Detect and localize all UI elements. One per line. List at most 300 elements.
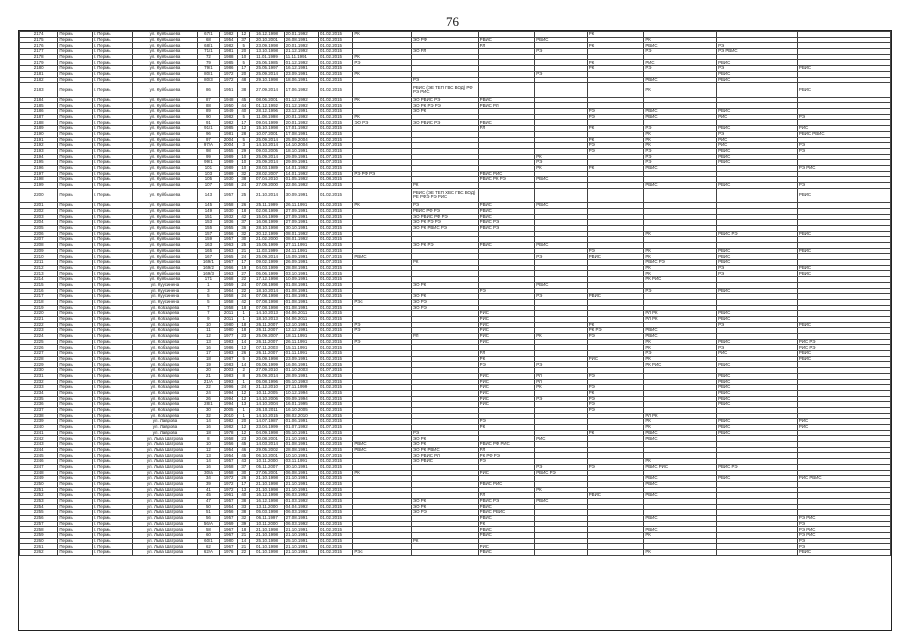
table-cell: РВИС bbox=[717, 183, 798, 189]
table-cell: 2011 bbox=[220, 311, 238, 317]
table-cell: г. Пермь bbox=[92, 299, 132, 305]
table-cell: РВИС bbox=[717, 60, 798, 66]
table-cell: 05.10.1991 bbox=[284, 430, 318, 436]
table-cell: 01.02.2015 bbox=[319, 498, 353, 504]
table-cell: РВИС bbox=[644, 334, 717, 340]
table-cell: Пермь bbox=[58, 277, 92, 283]
table-cell: 07.08.1998 bbox=[250, 294, 284, 300]
table-cell: 1959 bbox=[220, 282, 238, 288]
table-cell: г. Пермь bbox=[92, 32, 132, 38]
table-cell: 01.07.2015 bbox=[319, 453, 353, 459]
table-cell: РВИС РИС bbox=[478, 481, 535, 487]
table-cell: 1982 bbox=[220, 120, 238, 126]
table-cell: 23.12.1991 bbox=[284, 109, 318, 115]
table-cell: 1964 bbox=[220, 288, 238, 294]
table-cell: Пермь bbox=[58, 66, 92, 72]
table-cell: ул. Куйбышева bbox=[133, 109, 198, 115]
table-cell: РВИС bbox=[797, 188, 890, 203]
table-cell: РЭ bbox=[797, 183, 890, 189]
table-cell: ул. Кобзарева bbox=[133, 339, 198, 345]
table-cell: 26 bbox=[197, 396, 219, 402]
table-cell: 2237 bbox=[20, 407, 58, 413]
table-cell: 1972 bbox=[220, 71, 238, 77]
table-cell: 15.11.1991 bbox=[284, 345, 318, 351]
table-cell: г. Пермь bbox=[92, 390, 132, 396]
table-cell: Пермь bbox=[58, 436, 92, 442]
table-cell: РВИС bbox=[797, 322, 890, 328]
table-cell: Пермь bbox=[58, 126, 92, 132]
table-cell: 1957 bbox=[220, 498, 238, 504]
table-cell: ЭО РВИС РЛ bbox=[411, 453, 478, 459]
table-cell: РЭ bbox=[797, 538, 890, 544]
table-cell: 04.06.2011 bbox=[284, 316, 318, 322]
table-cell: РК bbox=[411, 183, 478, 189]
table-cell: 14.07.1987 bbox=[250, 419, 284, 425]
table-cell: ул. Льва Шатрова bbox=[133, 459, 198, 465]
table-cell: ул. Льва Шатрова bbox=[133, 498, 198, 504]
table-cell: г. Пермь bbox=[92, 544, 132, 550]
table-cell: 2217 bbox=[20, 294, 58, 300]
table-cell: 8 bbox=[197, 436, 219, 442]
table-cell: ул. Кобзарева bbox=[133, 390, 198, 396]
table-cell bbox=[353, 188, 412, 203]
table-cell: РИС bbox=[717, 143, 798, 149]
table-cell: 2262 bbox=[20, 550, 58, 556]
table-cell: 1958 bbox=[220, 436, 238, 442]
table-cell: РВИС bbox=[478, 37, 535, 43]
table-cell: 14 bbox=[197, 459, 219, 465]
table-cell: 2227 bbox=[20, 351, 58, 357]
table-cell: РВИС bbox=[535, 203, 588, 209]
table-cell: 01.02.2015 bbox=[319, 385, 353, 391]
table-cell: 01.02.2015 bbox=[319, 131, 353, 137]
table-cell: г. Пермь bbox=[92, 396, 132, 402]
table-cell: 14 bbox=[238, 538, 250, 544]
table-cell: 01.02.2015 bbox=[319, 137, 353, 143]
table-cell: 10 bbox=[238, 165, 250, 171]
table-cell: Пермь bbox=[58, 379, 92, 385]
table-cell: г. Пермь bbox=[92, 126, 132, 132]
table-cell: ЭО РК bbox=[411, 436, 478, 442]
table-cell: 27.09.2010 bbox=[250, 368, 284, 374]
table-cell: 01.02.2015 bbox=[319, 277, 353, 283]
table-cell: 16.12.1991 bbox=[284, 66, 318, 72]
table-cell: Пермь bbox=[58, 214, 92, 220]
table-cell: 17.06.1992 bbox=[284, 83, 318, 98]
table-cell: Пермь bbox=[58, 516, 92, 522]
table-cell: Пермь bbox=[58, 243, 92, 249]
table-cell: г. Пермь bbox=[92, 237, 132, 243]
table-cell: 01.02.2015 bbox=[319, 225, 353, 231]
table-cell: 01.02.2015 bbox=[319, 459, 353, 465]
table-cell: Пермь bbox=[58, 109, 92, 115]
table-cell: 2190 bbox=[20, 131, 58, 137]
table-cell: РИС РЭ bbox=[797, 345, 890, 351]
table-cell: 10 bbox=[238, 154, 250, 160]
table-cell: г. Пермь bbox=[92, 66, 132, 72]
table-cell: РЭ bbox=[535, 71, 588, 77]
table-cell: 30 bbox=[197, 407, 219, 413]
table-cell: 04.04.1992 bbox=[284, 504, 318, 510]
table-cell: 25.09.2014 bbox=[250, 373, 284, 379]
table-cell: 16.08.1999 bbox=[250, 220, 284, 226]
table-cell: РИС bbox=[478, 316, 535, 322]
table-cell: 7 bbox=[197, 305, 219, 311]
table-cell: 14.01.1992 bbox=[284, 165, 318, 171]
table-cell: РЭ bbox=[535, 294, 588, 300]
table-cell: РЛ bbox=[535, 373, 588, 379]
table-cell: 90 bbox=[197, 114, 219, 120]
table-cell: 88 bbox=[197, 103, 219, 109]
table-cell: 37 bbox=[238, 464, 250, 470]
table-cell: РК РИС bbox=[644, 362, 717, 368]
table-cell: РВИС bbox=[717, 430, 798, 436]
table-cell: РК bbox=[644, 339, 717, 345]
table-cell: Пермь bbox=[58, 538, 92, 544]
table-cell: РЭ bbox=[644, 148, 717, 154]
table-cell: г. Пермь bbox=[92, 356, 132, 362]
table-cell: 01.02.2015 bbox=[319, 533, 353, 539]
table-cell: Пермь bbox=[58, 97, 92, 103]
table-cell: РВИС РЭ bbox=[717, 464, 798, 470]
table-cell: 2186 bbox=[20, 109, 58, 115]
table-cell: ЭО РЭ bbox=[353, 120, 412, 126]
table-cell: РЭс bbox=[353, 550, 412, 556]
table-cell: Пермь bbox=[58, 413, 92, 419]
table-cell: 06.03.1992 bbox=[284, 493, 318, 499]
table-cell: РК bbox=[535, 154, 588, 160]
table-cell: 30.09.1991 bbox=[284, 188, 318, 203]
table-cell: 2231 bbox=[20, 373, 58, 379]
table-cell: РЭ bbox=[353, 328, 412, 334]
table-cell: Пермь bbox=[58, 183, 92, 189]
table-cell: 2223 bbox=[20, 328, 58, 334]
table-cell: ул. Куйбышева bbox=[133, 126, 198, 132]
table-cell: 01.07.2015 bbox=[319, 254, 353, 260]
table-cell: РВИС bbox=[478, 504, 535, 510]
table-cell: 2184 bbox=[20, 97, 58, 103]
table-cell: ул. Кобзарева bbox=[133, 385, 198, 391]
table-cell: 22 bbox=[238, 288, 250, 294]
table-cell: Пермь bbox=[58, 396, 92, 402]
table-cell: 24 bbox=[238, 294, 250, 300]
table-cell: РВИС bbox=[717, 71, 798, 77]
table-cell: 26.11.1991 bbox=[284, 203, 318, 209]
table-cell: 1980 bbox=[220, 328, 238, 334]
table-cell: 01.07.2015 bbox=[319, 425, 353, 431]
table-cell: ул. Льва Шатрова bbox=[133, 493, 198, 499]
table-cell: 2198 bbox=[20, 177, 58, 183]
table-cell: 12 bbox=[238, 396, 250, 402]
table-cell: РИС bbox=[797, 425, 890, 431]
table-cell: РЭ bbox=[535, 49, 588, 55]
table-cell: 25.05.1997 bbox=[250, 66, 284, 72]
table-cell: 15.04.1999 bbox=[250, 214, 284, 220]
table-cell: Пермь bbox=[58, 120, 92, 126]
table-cell: РВИС bbox=[644, 527, 717, 533]
table-cell: 2239 bbox=[20, 419, 58, 425]
table-cell: г. Пермь bbox=[92, 37, 132, 43]
table-cell: РЭ bbox=[411, 203, 478, 209]
table-cell: ул. Льва Шатрова bbox=[133, 527, 198, 533]
table-cell: РИС bbox=[478, 322, 535, 328]
table-cell: 01.02.2015 bbox=[319, 311, 353, 317]
table-cell: ул. Льва Шатрова bbox=[133, 510, 198, 516]
table-cell: 2240 bbox=[20, 425, 58, 431]
table-cell: 2247 bbox=[20, 464, 58, 470]
table-cell: 19 bbox=[197, 362, 219, 368]
table-cell: 2212 bbox=[20, 265, 58, 271]
table-cell: 06.03.1992 bbox=[284, 510, 318, 516]
table-cell: ул. Кобзарева bbox=[133, 396, 198, 402]
table-cell: 38 bbox=[238, 510, 250, 516]
table-cell: 2248 bbox=[20, 470, 58, 476]
table-cell: 04.06.2011 bbox=[284, 311, 318, 317]
table-cell: РВИС bbox=[717, 248, 798, 254]
table-cell: ул. Кобзарева bbox=[133, 316, 198, 322]
table-cell: ул. Кобзарева bbox=[133, 305, 198, 311]
table-cell: 01.02.2015 bbox=[319, 203, 353, 209]
table-cell: 1976 bbox=[220, 550, 238, 556]
table-cell: Пермь bbox=[58, 442, 92, 448]
table-cell: 21.10.1991 bbox=[284, 487, 318, 493]
table-cell: 105 bbox=[197, 177, 219, 183]
table-cell: 2211 bbox=[20, 260, 58, 266]
table-cell: 21.10.1998 bbox=[250, 487, 284, 493]
table-cell: 1989 bbox=[220, 171, 238, 177]
table-cell: Пермь bbox=[58, 143, 92, 149]
table-cell: ул. Куусинена bbox=[133, 294, 198, 300]
table-cell: 2197 bbox=[20, 171, 58, 177]
table-cell: ул. Лаврова bbox=[133, 419, 198, 425]
table-cell: 1955 bbox=[220, 148, 238, 154]
table-cell: 37 bbox=[238, 220, 250, 226]
table-cell: ул. Куйбышева bbox=[133, 188, 198, 203]
table-cell: 27.11.1999 bbox=[284, 385, 318, 391]
table-cell: 1956 bbox=[220, 442, 238, 448]
table-cell: 01.11.1991 bbox=[284, 351, 318, 357]
table-cell: РВИС bbox=[587, 254, 644, 260]
table-cell: 06.08.1991 bbox=[284, 470, 318, 476]
table-cell: 01.02.2015 bbox=[319, 248, 353, 254]
table-cell: РВИС bbox=[535, 243, 588, 249]
table-cell: 1965 bbox=[220, 254, 238, 260]
table-cell bbox=[478, 188, 535, 203]
table-cell: 2207 bbox=[20, 237, 58, 243]
table-cell: ул. Куйбышева bbox=[133, 137, 198, 143]
table-cell: 1983 bbox=[220, 339, 238, 345]
table-cell: г. Пермь bbox=[92, 265, 132, 271]
table-cell: 01.02.2015 bbox=[319, 43, 353, 49]
table-cell: ул. Льва Шатрова bbox=[133, 538, 198, 544]
table-cell: 2206 bbox=[20, 231, 58, 237]
table-cell: Пермь bbox=[58, 521, 92, 527]
table-cell: 1954 bbox=[220, 504, 238, 510]
table-cell: ул. Куйбышева bbox=[133, 77, 198, 83]
table-cell: 2258 bbox=[20, 527, 58, 533]
table-cell: РК bbox=[644, 419, 717, 425]
table-cell: г. Пермь bbox=[92, 481, 132, 487]
table-cell: 10.07.2001 bbox=[250, 131, 284, 137]
table-cell: Пермь bbox=[58, 37, 92, 43]
table-cell: 5 bbox=[238, 60, 250, 66]
table-cell: 28.08.1991 bbox=[284, 447, 318, 453]
table-cell: ул. Кобзарева bbox=[133, 322, 198, 328]
table-cell: 24 bbox=[238, 183, 250, 189]
table-cell: РК bbox=[587, 66, 644, 72]
table-cell: 19 bbox=[238, 265, 250, 271]
table-cell: 1961 bbox=[220, 493, 238, 499]
table-cell: 60 bbox=[197, 533, 219, 539]
table-cell: г. Пермь bbox=[92, 137, 132, 143]
table-cell: г. Пермь bbox=[92, 177, 132, 183]
table-cell: 86 bbox=[197, 83, 219, 98]
table-cell: РЛ bbox=[478, 43, 535, 49]
table-cell: РВИС bbox=[797, 356, 890, 362]
table-cell: РВИС РЭ bbox=[535, 470, 588, 476]
table-cell: Пермь bbox=[58, 188, 92, 203]
table-cell: РК bbox=[535, 385, 588, 391]
table-cell: Пермь bbox=[58, 385, 92, 391]
table-cell: г. Пермь bbox=[92, 459, 132, 465]
table-cell: 2182 bbox=[20, 77, 58, 83]
table-cell: РЭ bbox=[587, 334, 644, 340]
table-cell: Пермь bbox=[58, 368, 92, 374]
table-cell: РЭс bbox=[353, 299, 412, 305]
table-cell: Пермь bbox=[58, 165, 92, 171]
table-cell: 01.10.1998 bbox=[250, 550, 284, 556]
table-cell: ул. Куйбышева bbox=[133, 260, 198, 266]
table-cell: г. Пермь bbox=[92, 231, 132, 237]
table-cell: 03.11.1991 bbox=[284, 459, 318, 465]
table-cell: г. Пермь bbox=[92, 407, 132, 413]
table-cell: 13 bbox=[197, 339, 219, 345]
table-cell: Пермь bbox=[58, 351, 92, 357]
table-cell: ул. Куйбышева bbox=[133, 231, 198, 237]
table-cell: 01.02.2015 bbox=[319, 396, 353, 402]
table-cell: 9 bbox=[197, 316, 219, 322]
table-cell: г. Пермь bbox=[92, 77, 132, 83]
table-cell: РВИС bbox=[717, 476, 798, 482]
table-cell: 01.02.2015 bbox=[319, 373, 353, 379]
table-cell: РВИС bbox=[644, 328, 717, 334]
table-cell: 01.02.2015 bbox=[319, 237, 353, 243]
table-cell: 21.10.2014 bbox=[250, 188, 284, 203]
table-cell: 48 bbox=[238, 77, 250, 83]
table-cell: РВИС РВИС bbox=[478, 510, 535, 516]
table-cell: 2205 bbox=[20, 225, 58, 231]
table-cell: РВИС bbox=[535, 498, 588, 504]
table-cell: 24 bbox=[197, 390, 219, 396]
table-cell: ул. Льва Шатрова bbox=[133, 481, 198, 487]
table-cell: 68 bbox=[197, 37, 219, 43]
table-cell: РЛ РК bbox=[644, 316, 717, 322]
table-cell: РК bbox=[644, 550, 717, 556]
table-cell: ул. Лаврова bbox=[133, 425, 198, 431]
table-cell: 157 bbox=[197, 231, 219, 237]
table-cell: 26.11.1991 bbox=[284, 339, 318, 345]
table-cell: ул. Куйбышева bbox=[133, 220, 198, 226]
table-cell: 21.12.2010 bbox=[250, 385, 284, 391]
table-cell: 30.10.1991 bbox=[284, 464, 318, 470]
table-cell: 50 bbox=[197, 504, 219, 510]
table-cell: РЭ bbox=[644, 351, 717, 357]
table-cell: 28.10.1998 bbox=[250, 225, 284, 231]
table-cell: 1989 bbox=[220, 160, 238, 166]
page-number: 76 bbox=[446, 14, 459, 29]
table-cell: РВИС bbox=[478, 208, 535, 214]
table-cell: 26.11.2007 bbox=[250, 339, 284, 345]
table-cell: 23 bbox=[238, 334, 250, 340]
table-cell: 01.02.2015 bbox=[319, 183, 353, 189]
table-cell: Пермь bbox=[58, 254, 92, 260]
table-cell: 24 bbox=[238, 254, 250, 260]
table-cell: 01.07.2015 bbox=[319, 154, 353, 160]
table-cell: РК bbox=[644, 356, 717, 362]
table-cell: г. Пермь bbox=[92, 54, 132, 60]
table-cell: РИС bbox=[478, 373, 535, 379]
table-cell: РЭ bbox=[535, 254, 588, 260]
table-cell: 01.02.2015 bbox=[319, 550, 353, 556]
table-cell: г. Пермь bbox=[92, 60, 132, 66]
table-cell: ул. Льва Шатрова bbox=[133, 487, 198, 493]
table-cell: 3 bbox=[197, 288, 219, 294]
table-cell: 05.03.1998 bbox=[250, 510, 284, 516]
table-cell: ул. Куйбышева bbox=[133, 83, 198, 98]
table-cell: РЭ bbox=[797, 544, 890, 550]
table-cell: Пермь bbox=[58, 260, 92, 266]
table-cell: РЛ bbox=[478, 493, 535, 499]
table-cell: г. Пермь bbox=[92, 419, 132, 425]
table-cell: 1958 bbox=[220, 294, 238, 300]
table-cell: РВИС РЭ bbox=[717, 231, 798, 237]
table-cell: 28/1 bbox=[197, 402, 219, 408]
table-cell bbox=[717, 83, 798, 98]
table-cell: 01.08.1991 bbox=[284, 294, 318, 300]
table-cell: 06.10.2001 bbox=[250, 453, 284, 459]
table-cell: 01.07.2015 bbox=[319, 231, 353, 237]
table-cell: РВИС bbox=[717, 77, 798, 83]
table-cell: 29 bbox=[238, 148, 250, 154]
table-cell: РЭ РВИС bbox=[717, 49, 798, 55]
table-cell: 21.10.1991 bbox=[284, 550, 318, 556]
table-cell: 2249 bbox=[20, 476, 58, 482]
table-cell: 2183 bbox=[20, 83, 58, 98]
table-cell: Пермь bbox=[58, 137, 92, 143]
table-cell: 2233 bbox=[20, 385, 58, 391]
table-cell: 20.12.1999 bbox=[250, 231, 284, 237]
table-cell: РЭ bbox=[717, 66, 798, 72]
table-cell: 01.12.1992 bbox=[250, 103, 284, 109]
table-cell: 01.02.2015 bbox=[319, 339, 353, 345]
table-cell: 18 bbox=[238, 328, 250, 334]
table-cell: 5 bbox=[197, 294, 219, 300]
table-cell: ул. Льва Шатрова bbox=[133, 521, 198, 527]
table-cell: г. Пермь bbox=[92, 165, 132, 171]
table-cell: ЭО РЭ bbox=[411, 299, 478, 305]
table-cell: 2246 bbox=[20, 459, 58, 465]
table-cell: 33 bbox=[238, 504, 250, 510]
table-cell: 16.12.1998 bbox=[250, 493, 284, 499]
table-cell: 18 bbox=[197, 356, 219, 362]
table-cell: 45 bbox=[238, 442, 250, 448]
table-cell: г. Пермь bbox=[92, 109, 132, 115]
table-cell: РК bbox=[644, 37, 717, 43]
table-cell: 2003 bbox=[220, 368, 238, 374]
table-cell: ул. Куйбышева bbox=[133, 148, 198, 154]
table-cell: г. Пермь bbox=[92, 413, 132, 419]
table-cell: г. Пермь bbox=[92, 148, 132, 154]
